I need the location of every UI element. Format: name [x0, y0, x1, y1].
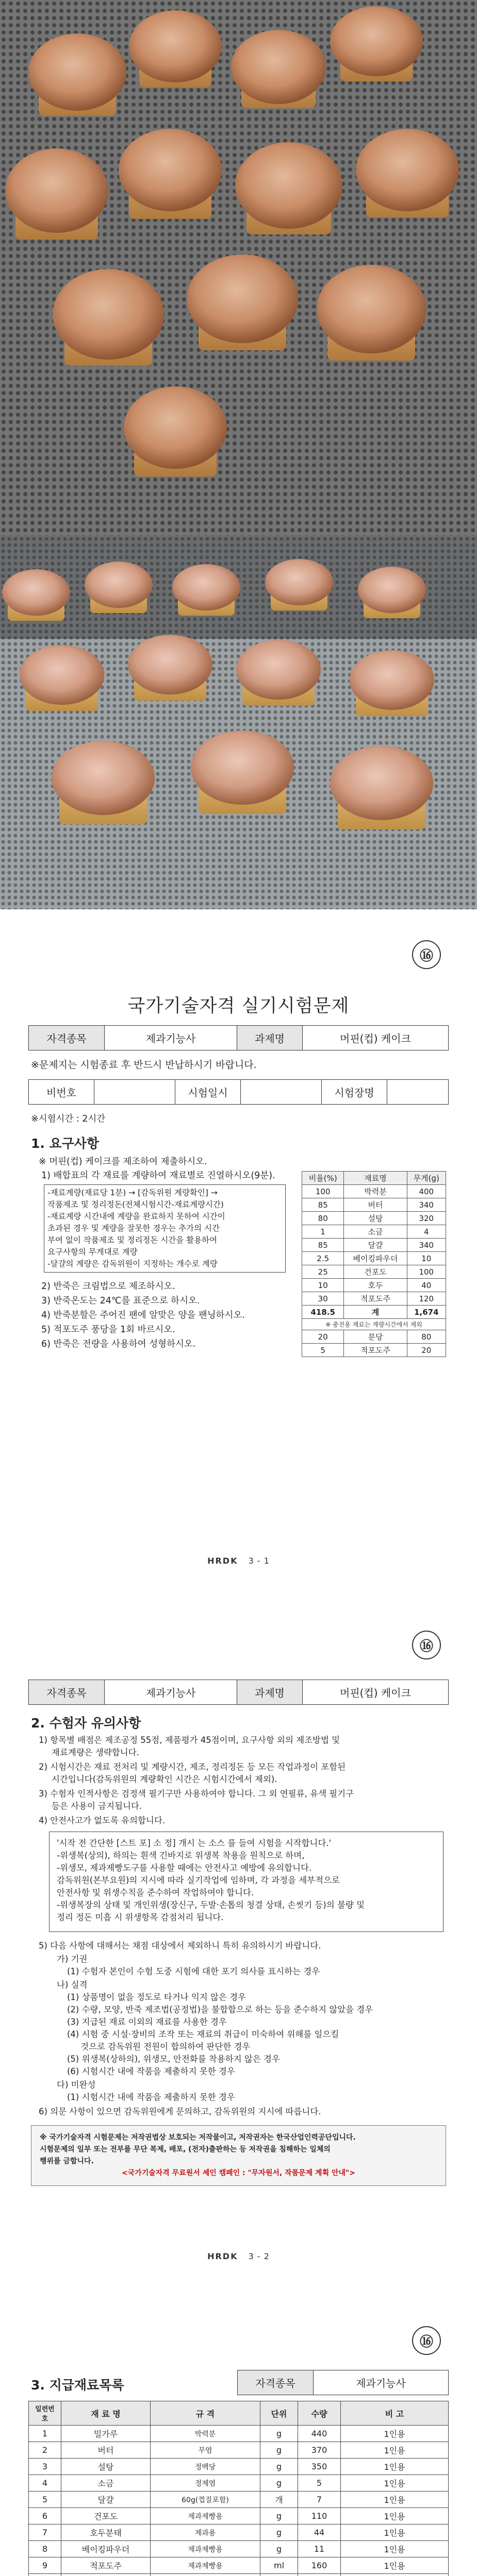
value-subject: 제과기능사	[105, 1026, 237, 1050]
materials-cell: 1인용	[341, 2541, 449, 2557]
value-subject: 제과기능사	[105, 1680, 237, 1705]
formula-total: 계	[344, 1306, 407, 1319]
materials-cell: 9	[29, 2557, 61, 2574]
disqualify-item: (5) 위생복(상하의), 위생모, 안전화를 착용하지 않은 경우	[67, 2054, 280, 2064]
formula-cell: 400	[407, 1185, 446, 1198]
materials-head: 단위	[260, 2401, 298, 2426]
note-3: 3) 수험자 인적사항은 검정색 필기구만 사용하여야 합니다. 그 외 연필류, 유색 필기구	[39, 1789, 354, 1799]
materials-cell: 제과용	[151, 2524, 260, 2541]
formula-cell: 340	[407, 1239, 446, 1252]
incomplete-heading: 다) 미완성	[57, 2080, 96, 2090]
weighing-rule: 요구사항의 무게대로 계량	[47, 1247, 138, 1257]
formula-cell: 2.5	[302, 1252, 344, 1265]
materials-head: 수량	[298, 2401, 341, 2426]
materials-cell: 호두분태	[61, 2524, 151, 2541]
formula-cell: 340	[407, 1198, 446, 1212]
materials-cell: 2	[29, 2442, 61, 2459]
formula-cell: 25	[302, 1265, 344, 1279]
formula-cell: 달걀	[344, 1239, 407, 1252]
materials-cell: g	[260, 2508, 298, 2524]
formula-cell: 설탕	[344, 1212, 407, 1225]
page-number-badge: ⑯	[412, 2326, 441, 2355]
materials-cell: 정백당	[151, 2459, 260, 2475]
footer-page: 3 - 2	[248, 2251, 270, 2261]
weighing-rule: -재료계량(재료당 1분) → [감독위원 계량확인] →	[47, 1188, 218, 1197]
label-venue: 시험장명	[322, 1080, 387, 1105]
materials-cell: 건포도	[61, 2508, 151, 2524]
materials-cell: 제과제빵용	[151, 2541, 260, 2557]
formula-cell: 85	[302, 1239, 344, 1252]
materials-cell: g	[260, 2524, 298, 2541]
materials-cell	[298, 2574, 341, 2576]
formula-cell: 5	[302, 1344, 344, 1357]
materials-cell: g	[260, 2475, 298, 2492]
materials-cell	[341, 2574, 449, 2576]
formula-cell: 박력분	[344, 1185, 407, 1198]
safety-line: 안전사항 및 위생수칙을 준수하여 작업하여야 합니다.	[57, 1888, 254, 1897]
materials-row	[29, 2524, 449, 2541]
materials-cell: 440	[298, 2426, 341, 2442]
materials-row	[29, 2557, 449, 2574]
materials-cell: 달걀	[61, 2492, 151, 2508]
materials-cell: 1인용	[341, 2524, 449, 2541]
materials-cell: 160	[298, 2557, 341, 2574]
copyright-line: ※ 국가기술자격 시험문제는 저작권법상 보호되는 저작물이고, 저작권자는 한국산업인력공단입니다.	[40, 2133, 356, 2142]
exam-page-3	[0, 2298, 477, 2576]
safety-line: '시작 전 간단한 [스트 포] 소 정] 개시 는 소스 를 들여 시험을 시작합니다.'	[57, 1838, 332, 1848]
materials-cell: 제과제빵용	[151, 2557, 260, 2574]
formula-cell: 10	[407, 1252, 446, 1265]
materials-cell: 5	[298, 2475, 341, 2492]
formula-cell: 호두	[344, 1279, 407, 1292]
materials-table	[28, 2401, 449, 2576]
safety-box	[49, 1832, 443, 1932]
formula-table	[302, 1171, 446, 1357]
info-table	[28, 1680, 449, 1705]
campaign-line: <국가기술자격 무료원서 셰인 캠페인 : "무자원서, 작품문제 계획 안내">	[121, 2169, 356, 2177]
materials-head: 일련번호	[29, 2401, 61, 2426]
materials-row	[29, 2426, 449, 2442]
materials-cell: 개	[260, 2492, 298, 2508]
weighing-rules-box	[44, 1184, 286, 1273]
formula-total: 418.5	[302, 1306, 344, 1319]
materials-cell: 소금	[61, 2475, 151, 2492]
formula-cell: 30	[302, 1292, 344, 1306]
formula-cell: 100	[302, 1185, 344, 1198]
label-seat: 비번호	[29, 1080, 94, 1105]
formula-cell: 20	[302, 1330, 344, 1344]
incomplete-item: (1) 시험시간 내에 작품을 제출하지 못한 경우	[67, 2092, 235, 2102]
info-table	[28, 1025, 449, 1050]
materials-cell: 11	[298, 2541, 341, 2557]
materials-head: 비 고	[341, 2401, 449, 2426]
materials-cell: 1인용	[341, 2475, 449, 2492]
photo-muffins-closeup	[0, 536, 477, 909]
materials-cell	[29, 2574, 61, 2576]
materials-cell: g	[260, 2459, 298, 2475]
materials-cell: 350	[298, 2459, 341, 2475]
footer-page: 3 - 1	[248, 1556, 270, 1566]
materials-row	[29, 2475, 449, 2492]
materials-cell: 7	[29, 2524, 61, 2541]
materials-cell: 버터	[61, 2442, 151, 2459]
candidate-table	[28, 1079, 449, 1105]
exam-time: ※시험시간 : 2시간	[31, 1114, 106, 1124]
section-requirements: 1. 요구사항	[31, 1136, 100, 1151]
materials-cell	[151, 2574, 260, 2576]
copyright-line: 행위를 금합니다.	[40, 2157, 94, 2165]
section-notes: 2. 수험자 유의사항	[31, 1716, 141, 1731]
formula-cell: 40	[407, 1279, 446, 1292]
materials-row	[29, 2541, 449, 2557]
note-1b: 재료계량은 생략합니다.	[52, 1748, 139, 1757]
materials-cell: 베이킹파우더	[61, 2541, 151, 2557]
materials-cell: g	[260, 2541, 298, 2557]
requirement-3: 3) 반죽온도는 24℃를 표준으로 하시오.	[41, 1296, 200, 1306]
disqualify-item: 것으로 감독위원 전원이 합의하여 판단한 경우	[67, 2042, 251, 2052]
formula-cell: 120	[407, 1292, 446, 1306]
materials-info-table	[237, 2370, 449, 2395]
formula-cell: 버터	[344, 1198, 407, 1212]
label-date: 시험일시	[175, 1080, 241, 1105]
value-date	[241, 1080, 322, 1105]
materials-cell: 무염	[151, 2442, 260, 2459]
requirement-5: 5) 적포도주 풍당을 1회 바르시오.	[41, 1325, 175, 1335]
weighing-rule: 부여 없이 작품제조 및 정리정돈 시간을 활용하여	[47, 1235, 218, 1245]
materials-cell: 1	[29, 2426, 61, 2442]
muffin-photo-1	[0, 0, 477, 536]
weighing-rule: 초과된 경우 및 계량을 잘못한 경우는 추가의 시간	[47, 1224, 220, 1233]
materials-cell: g	[260, 2426, 298, 2442]
section-materials: 3. 지급재료목록	[31, 2378, 124, 2393]
label-task: 과제명	[237, 1680, 303, 1705]
value-task: 머핀(컵) 케이크	[303, 1680, 449, 1705]
disqualify-item: (3) 지급된 재료 이외의 재료를 사용한 경우	[67, 2017, 227, 2027]
materials-cell: 44	[298, 2524, 341, 2541]
label-subject: 자격종목	[238, 2370, 314, 2395]
return-warning: ※문제지는 시험종료 후 반드시 반납하시기 바랍니다.	[31, 1059, 257, 1071]
formula-cell: 1	[302, 1225, 344, 1239]
materials-cell: 밀가루	[61, 2426, 151, 2442]
materials-cell: 1인용	[341, 2459, 449, 2475]
exam-page-2	[0, 1602, 477, 2298]
disqualify-item: (2) 수량, 모양, 반죽 제조법(공정법)을 불합합으로 하는 등을 준수하지 않았을 경우	[67, 2005, 373, 2014]
label-task: 과제명	[237, 1026, 303, 1050]
note-4: 4) 안전사고가 없도록 유의합니다.	[39, 1816, 166, 1825]
materials-row	[29, 2442, 449, 2459]
formula-cell: 20	[407, 1344, 446, 1357]
disqualify-item: (1) 상품명이 없을 정도로 타거나 익지 않은 경우	[67, 1992, 246, 2002]
note-2b: 시간입니다(감독위원의 계량확인 시간은 시험시간에서 제외).	[52, 1774, 277, 1784]
materials-cell: 1인용	[341, 2442, 449, 2459]
note-3b: 등은 사용이 금지됩니다.	[52, 1801, 142, 1811]
materials-cell: 370	[298, 2442, 341, 2459]
document-title: 국가기술자격 실기시험문제	[127, 996, 350, 1016]
footer-logo: HRDK	[207, 2251, 238, 2261]
page-number-badge: ⑯	[412, 1631, 441, 1659]
formula-cell: 분당	[344, 1330, 407, 1344]
formula-note: ※ 충전용 재료는 계량시간에서 제외	[302, 1319, 446, 1330]
materials-cell: 8	[29, 2541, 61, 2557]
label-subject: 자격종목	[29, 1026, 105, 1050]
formula-cell: 80	[407, 1330, 446, 1344]
requirement-4: 4) 반죽분할은 주어진 팬에 알맞은 양을 팬닝하시오.	[41, 1310, 245, 1320]
value-task: 머핀(컵) 케이크	[303, 1026, 449, 1050]
materials-cell: 60g(껍질포함)	[151, 2492, 260, 2508]
note-6: 6) 의문 사항이 있으면 감독위원에게 문의하고, 감독위원의 지시에 따릅니다.	[39, 2107, 321, 2116]
materials-cell: 6	[29, 2508, 61, 2524]
weighing-rule: -달걀의 계량은 감독위원이 지정하는 개수로 계량	[47, 1259, 218, 1268]
safety-line: 감독위원(본부요원)의 지시에 따라 실기작업에 임하며, 각 과정을 세부적으로	[57, 1875, 340, 1885]
formula-cell: 100	[407, 1265, 446, 1279]
safety-line: -위생모, 제과제빵도구를 사용할 때에는 안전사고 예방에 유의합니다.	[57, 1863, 312, 1873]
page-footer	[0, 1556, 477, 1566]
formula-cell: 85	[302, 1198, 344, 1212]
note-1: 1) 항목별 배점은 제조공정 55점, 제품평가 45점이며, 요구사항 외의 제조방법 및	[39, 1735, 340, 1745]
note-5: 5) 다음 사항에 대해서는 채점 대상에서 제외하니 특히 유의하시기 바랍니다.	[39, 1941, 321, 1951]
materials-body	[29, 2426, 449, 2576]
formula-cell: 베이킹파우더	[344, 1252, 407, 1265]
value-seat	[94, 1080, 175, 1105]
formula-head: 비율(%)	[302, 1172, 344, 1185]
materials-cell	[61, 2574, 151, 2576]
disqualify-item: (6) 시험시간 내에 작품을 제출하지 못한 경우	[67, 2066, 235, 2076]
disqualify-heading: 나) 실격	[57, 1980, 88, 1990]
materials-cell: 박력분	[151, 2426, 260, 2442]
requirement-6: 6) 반죽은 전량을 사용하여 성형하시오.	[41, 1339, 196, 1349]
materials-row	[29, 2492, 449, 2508]
materials-cell	[260, 2574, 298, 2576]
weighing-rule: 작품제조 및 정리정돈(전체시험시간-재료계량시간)	[47, 1200, 224, 1209]
formula-total: 1,674	[407, 1306, 446, 1319]
formula-cell: 소금	[344, 1225, 407, 1239]
materials-cell: ml	[260, 2557, 298, 2574]
page-number-badge: ⑯	[412, 940, 441, 969]
materials-head: 재 료 명	[61, 2401, 151, 2426]
formula-cell: 4	[407, 1225, 446, 1239]
copyright-line: 시험문제의 일부 또는 전부를 무단 복제, 배포, (전자)출판하는 등 저작권을 침해하는 일체의	[40, 2145, 331, 2154]
formula-cell: 320	[407, 1212, 446, 1225]
footer-logo: HRDK	[207, 1556, 238, 1566]
materials-cell: 1인용	[341, 2492, 449, 2508]
materials-cell: 110	[298, 2508, 341, 2524]
materials-cell: 1인용	[341, 2508, 449, 2524]
formula-cell: 10	[302, 1279, 344, 1292]
formula-cell: 80	[302, 1212, 344, 1225]
requirement-2: 2) 반죽은 크림법으로 제조하시오.	[41, 1281, 175, 1292]
requirement-lead: ※ 머핀(컵) 케이크를 제조하여 제출하시오.	[39, 1157, 207, 1167]
safety-line: -위생복장의 상태 및 개인위생(장신구, 두발·손톱의 청결 상태, 손씻기 등)의 불량 및	[57, 1900, 365, 1910]
muffin-photo-2	[0, 536, 477, 909]
materials-cell: 정제염	[151, 2475, 260, 2492]
materials-cell: 제과제빵용	[151, 2508, 260, 2524]
materials-head: 규 격	[151, 2401, 260, 2426]
forfeit-item: (1) 수험자 본인이 수험 도중 시험에 대한 포기 의사를 표시하는 경우	[67, 1967, 320, 1976]
formula-cell: 적포도주	[344, 1344, 407, 1357]
value-venue	[387, 1080, 449, 1105]
label-subject: 자격종목	[29, 1680, 105, 1705]
photo-muffins-tray	[0, 0, 477, 536]
formula-cell: 건포도	[344, 1265, 407, 1279]
note-2: 2) 시험시간은 재료 전처리 및 계량시간, 제조, 정리정돈 등 모든 작업과정이 포함된	[39, 1762, 346, 1772]
materials-row	[29, 2459, 449, 2475]
materials-cell: 적포도주	[61, 2557, 151, 2574]
value-subject: 제과기능사	[314, 2370, 449, 2395]
materials-cell: 1인용	[341, 2426, 449, 2442]
materials-cell: g	[260, 2442, 298, 2459]
copyright-box	[31, 2125, 446, 2186]
materials-cell: 4	[29, 2475, 61, 2492]
materials-cell: 설탕	[61, 2459, 151, 2475]
formula-cell: 적포도주	[344, 1292, 407, 1306]
safety-line: 정리 정돈 미흡 시 위생항목 감점처리 됩니다.	[57, 1912, 224, 1922]
materials-cell: 7	[298, 2492, 341, 2508]
weighing-rule: -재료계량 시간내에 계량을 완료하지 못하여 시간이	[47, 1212, 225, 1221]
materials-cell: 5	[29, 2492, 61, 2508]
page-footer	[0, 2251, 477, 2261]
materials-row	[29, 2508, 449, 2524]
safety-line: -위생복(상의), 하의는 흰색 긴바지로 위생복 착용을 원칙으로 하며,	[57, 1851, 305, 1860]
exam-page-1	[0, 909, 477, 1602]
materials-cell: 3	[29, 2459, 61, 2475]
forfeit-heading: 가) 기권	[57, 1954, 88, 1964]
materials-cell: 1인용	[341, 2557, 449, 2574]
formula-head: 재료명	[344, 1172, 407, 1185]
formula-head: 무게(g)	[407, 1172, 446, 1185]
requirement-1: 1) 배합표의 각 재료를 계량하여 재료별로 진열하시오(9분).	[41, 1171, 275, 1181]
materials-row	[29, 2574, 449, 2576]
disqualify-item: (4) 시험 중 시설·장비의 조작 또는 재료의 취급이 미숙하여 위해를 일으킬	[67, 2029, 339, 2039]
